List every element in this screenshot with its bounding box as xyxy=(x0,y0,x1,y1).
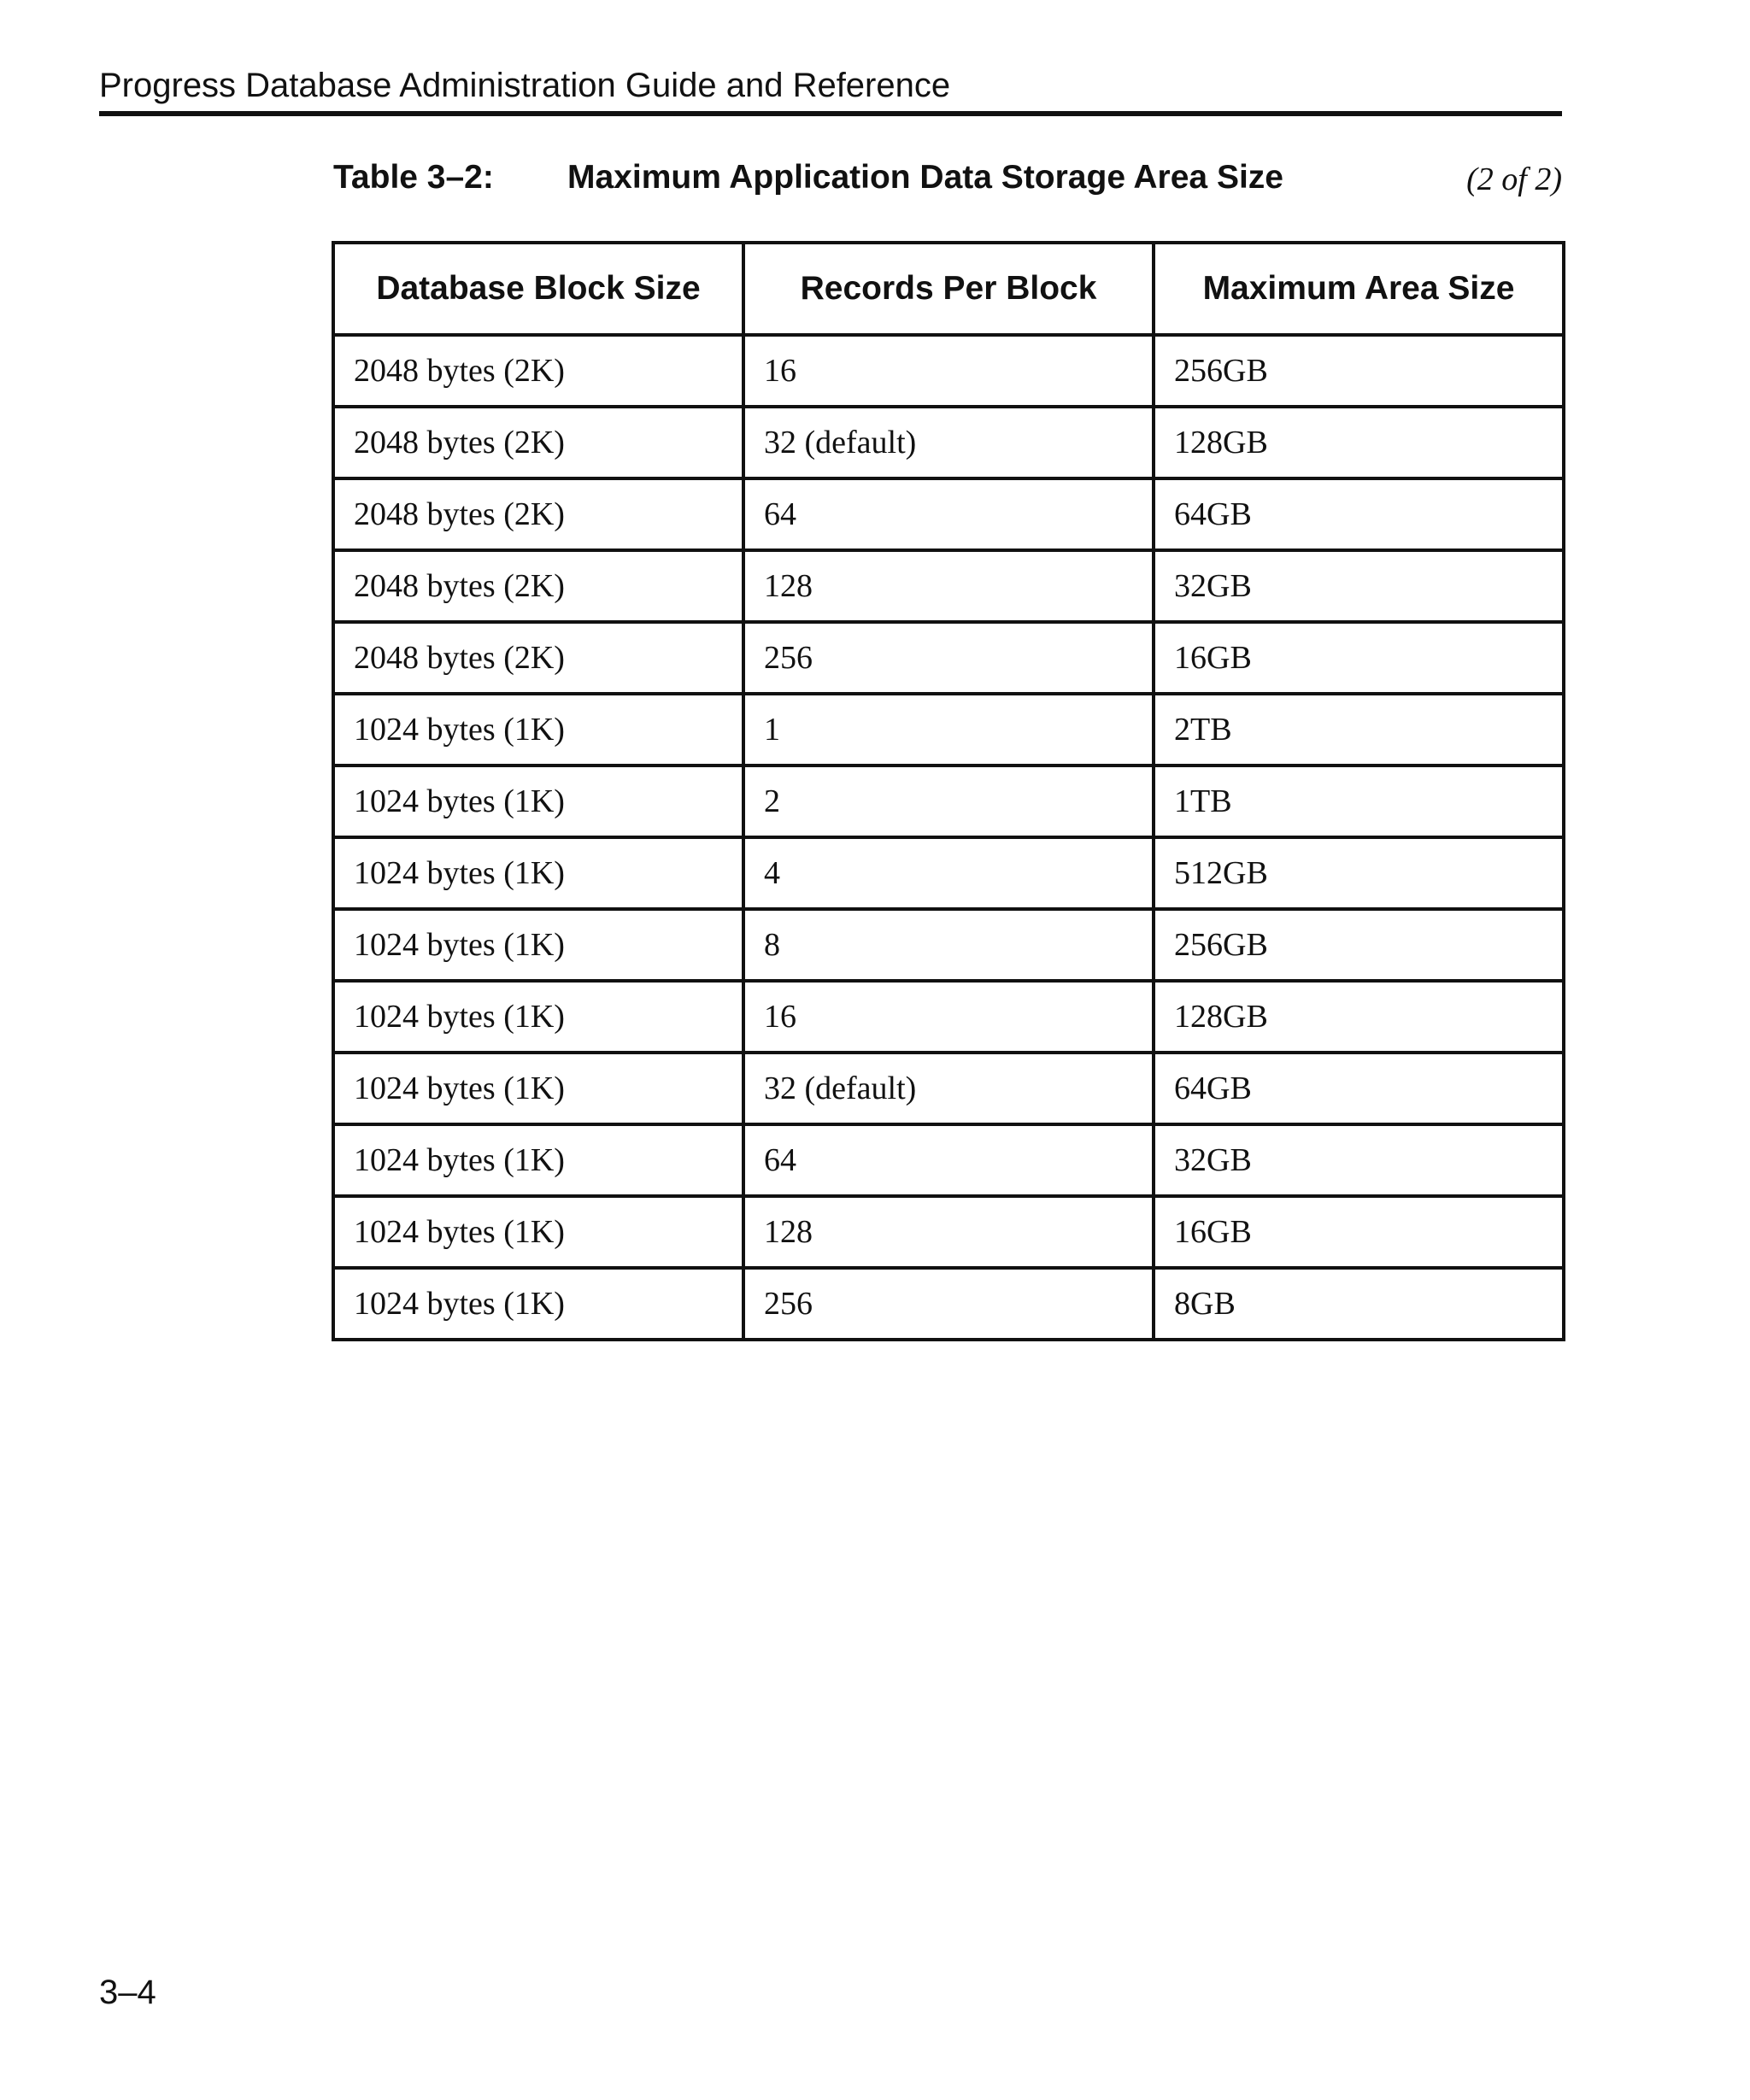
table-row xyxy=(333,1196,1564,1268)
cell-max-area-size: 64GB xyxy=(1154,478,1564,550)
cell-max-area-size: 32GB xyxy=(1154,1124,1564,1196)
cell-block-size: 1024 bytes (1K) xyxy=(333,981,743,1053)
storage-area-size-table xyxy=(332,241,1565,1341)
table-row xyxy=(333,909,1564,981)
table-row xyxy=(333,981,1564,1053)
cell-max-area-size: 256GB xyxy=(1154,909,1564,981)
cell-block-size: 1024 bytes (1K) xyxy=(333,909,743,981)
table-row xyxy=(333,766,1564,837)
table-row xyxy=(333,407,1564,478)
cell-block-size: 1024 bytes (1K) xyxy=(333,1124,743,1196)
table-row xyxy=(333,1268,1564,1340)
column-header-records-per-block: Records Per Block xyxy=(743,243,1154,335)
table-row xyxy=(333,837,1564,909)
cell-records-per-block: 64 xyxy=(743,1124,1154,1196)
table-row xyxy=(333,550,1564,622)
cell-max-area-size: 2TB xyxy=(1154,694,1564,766)
table-caption xyxy=(333,159,1562,203)
cell-max-area-size: 1TB xyxy=(1154,766,1564,837)
cell-max-area-size: 512GB xyxy=(1154,837,1564,909)
cell-records-per-block: 1 xyxy=(743,694,1154,766)
cell-records-per-block: 128 xyxy=(743,1196,1154,1268)
cell-block-size: 2048 bytes (2K) xyxy=(333,550,743,622)
table-row xyxy=(333,622,1564,694)
cell-max-area-size: 64GB xyxy=(1154,1053,1564,1124)
cell-max-area-size: 16GB xyxy=(1154,622,1564,694)
cell-records-per-block: 256 xyxy=(743,1268,1154,1340)
cell-max-area-size: 256GB xyxy=(1154,335,1564,407)
cell-block-size: 1024 bytes (1K) xyxy=(333,1268,743,1340)
cell-max-area-size: 128GB xyxy=(1154,407,1564,478)
table-header-row xyxy=(333,243,1564,335)
page-number: 3–4 xyxy=(99,1974,156,2011)
cell-max-area-size: 32GB xyxy=(1154,550,1564,622)
cell-max-area-size: 128GB xyxy=(1154,981,1564,1053)
cell-records-per-block: 32 (default) xyxy=(743,1053,1154,1124)
cell-block-size: 2048 bytes (2K) xyxy=(333,407,743,478)
cell-records-per-block: 8 xyxy=(743,909,1154,981)
table-row xyxy=(333,335,1564,407)
cell-block-size: 1024 bytes (1K) xyxy=(333,694,743,766)
cell-records-per-block: 4 xyxy=(743,837,1154,909)
running-header-title: Progress Database Administration Guide and Reference xyxy=(99,67,951,104)
column-header-block-size: Database Block Size xyxy=(333,243,743,335)
cell-records-per-block: 16 xyxy=(743,335,1154,407)
table-title: Maximum Application Data Storage Area Size xyxy=(567,159,1283,196)
cell-records-per-block: 32 (default) xyxy=(743,407,1154,478)
cell-records-per-block: 128 xyxy=(743,550,1154,622)
table-row xyxy=(333,1053,1564,1124)
column-header-max-area-size: Maximum Area Size xyxy=(1154,243,1564,335)
cell-block-size: 1024 bytes (1K) xyxy=(333,766,743,837)
table-row xyxy=(333,694,1564,766)
table-part-indicator: (2 of 2) xyxy=(1466,161,1562,197)
table-row xyxy=(333,478,1564,550)
header-rule xyxy=(99,111,1562,116)
cell-records-per-block: 64 xyxy=(743,478,1154,550)
cell-records-per-block: 256 xyxy=(743,622,1154,694)
table-row xyxy=(333,1124,1564,1196)
cell-max-area-size: 8GB xyxy=(1154,1268,1564,1340)
cell-block-size: 1024 bytes (1K) xyxy=(333,837,743,909)
table-number: Table 3–2: xyxy=(333,159,494,196)
cell-block-size: 2048 bytes (2K) xyxy=(333,622,743,694)
cell-block-size: 1024 bytes (1K) xyxy=(333,1053,743,1124)
cell-records-per-block: 2 xyxy=(743,766,1154,837)
cell-records-per-block: 16 xyxy=(743,981,1154,1053)
cell-block-size: 1024 bytes (1K) xyxy=(333,1196,743,1268)
cell-block-size: 2048 bytes (2K) xyxy=(333,478,743,550)
cell-max-area-size: 16GB xyxy=(1154,1196,1564,1268)
cell-block-size: 2048 bytes (2K) xyxy=(333,335,743,407)
